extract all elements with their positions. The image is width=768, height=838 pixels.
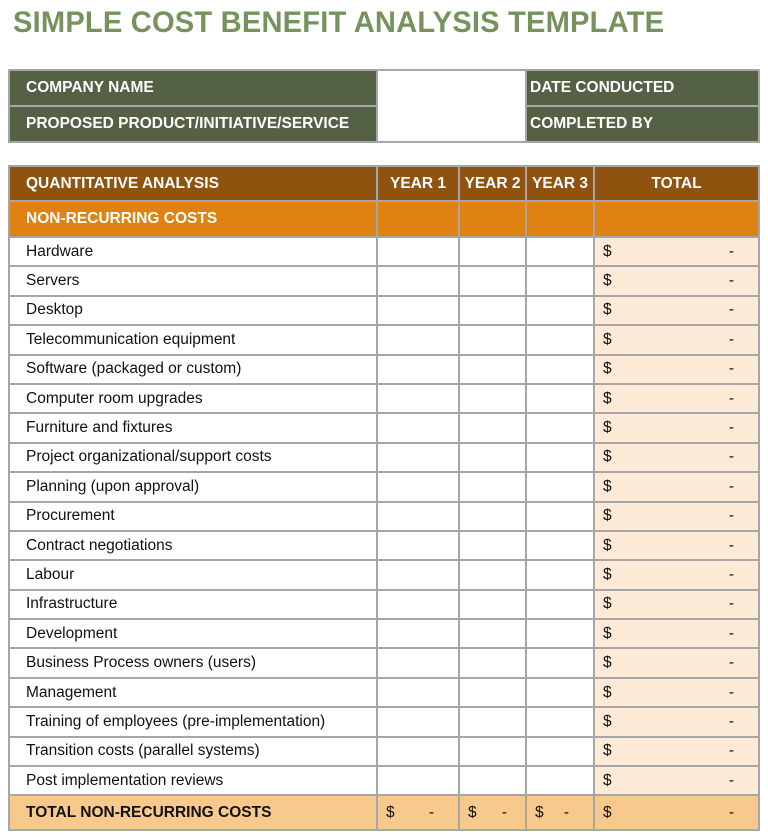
currency-symbol: $ bbox=[603, 360, 612, 378]
year-3-input[interactable] bbox=[526, 502, 594, 531]
company-name-label: COMPANY NAME bbox=[9, 70, 377, 106]
currency-symbol: $ bbox=[603, 389, 612, 407]
total-value: - bbox=[501, 803, 507, 821]
year-1-input[interactable] bbox=[377, 355, 459, 384]
year-2-input[interactable] bbox=[459, 619, 526, 648]
year-3-input[interactable] bbox=[526, 619, 594, 648]
year-2-input[interactable] bbox=[459, 648, 526, 677]
table-row bbox=[9, 355, 759, 384]
row-label: Furniture and fixtures bbox=[9, 413, 377, 442]
section-cell bbox=[594, 201, 759, 237]
cost-table bbox=[8, 165, 760, 831]
year-2-input[interactable] bbox=[459, 413, 526, 442]
table-row bbox=[9, 531, 759, 560]
total-value: - bbox=[728, 330, 734, 348]
row-total bbox=[594, 619, 759, 648]
total-value: - bbox=[728, 742, 734, 760]
row-label: Infrastructure bbox=[9, 590, 377, 619]
row-label: Management bbox=[9, 678, 377, 707]
total-year-2 bbox=[459, 795, 526, 830]
year-1-input[interactable] bbox=[377, 266, 459, 295]
year-3-input[interactable] bbox=[526, 678, 594, 707]
currency-symbol: $ bbox=[603, 301, 612, 319]
table-row bbox=[9, 707, 759, 736]
row-label: Hardware bbox=[9, 237, 377, 266]
header-year-2: YEAR 2 bbox=[459, 166, 526, 201]
year-1-input[interactable] bbox=[377, 678, 459, 707]
header-quantitative-analysis: QUANTITATIVE ANALYSIS bbox=[9, 166, 377, 201]
year-2-input[interactable] bbox=[459, 266, 526, 295]
table-row bbox=[9, 472, 759, 501]
year-3-input[interactable] bbox=[526, 560, 594, 589]
year-3-input[interactable] bbox=[526, 237, 594, 266]
row-total bbox=[594, 590, 759, 619]
currency-symbol: $ bbox=[603, 771, 612, 789]
currency-symbol: $ bbox=[603, 742, 612, 760]
date-conducted-label: DATE CONDUCTED bbox=[526, 70, 759, 106]
table-row bbox=[9, 560, 759, 589]
currency-symbol: $ bbox=[535, 803, 544, 821]
row-total bbox=[594, 737, 759, 766]
row-total bbox=[594, 648, 759, 677]
total-value: - bbox=[728, 419, 734, 437]
table-row bbox=[9, 443, 759, 472]
table-row bbox=[9, 619, 759, 648]
table-row bbox=[9, 237, 759, 266]
total-value: - bbox=[728, 242, 734, 260]
table-row bbox=[9, 266, 759, 295]
currency-symbol: $ bbox=[603, 624, 612, 642]
currency-symbol: $ bbox=[603, 565, 612, 583]
row-label: Transition costs (parallel systems) bbox=[9, 737, 377, 766]
table-row bbox=[9, 413, 759, 442]
row-label: Post implementation reviews bbox=[9, 766, 377, 795]
total-value: - bbox=[563, 803, 569, 821]
total-value: - bbox=[728, 712, 734, 730]
row-total bbox=[594, 502, 759, 531]
total-value: - bbox=[728, 536, 734, 554]
currency-symbol: $ bbox=[603, 683, 612, 701]
year-3-input[interactable] bbox=[526, 443, 594, 472]
currency-symbol: $ bbox=[603, 507, 612, 525]
total-value: - bbox=[728, 477, 734, 495]
year-3-input[interactable] bbox=[526, 531, 594, 560]
year-1-input[interactable] bbox=[377, 296, 459, 325]
header-year-1: YEAR 1 bbox=[377, 166, 459, 201]
row-total bbox=[594, 325, 759, 354]
year-3-input[interactable] bbox=[526, 384, 594, 413]
year-3-input[interactable] bbox=[526, 472, 594, 501]
currency-symbol: $ bbox=[603, 242, 612, 260]
row-total bbox=[594, 472, 759, 501]
year-3-input[interactable] bbox=[526, 648, 594, 677]
row-total bbox=[594, 560, 759, 589]
row-label: Procurement bbox=[9, 502, 377, 531]
currency-symbol: $ bbox=[603, 536, 612, 554]
row-total bbox=[594, 266, 759, 295]
row-label: Project organizational/support costs bbox=[9, 443, 377, 472]
year-1-input[interactable] bbox=[377, 502, 459, 531]
row-total bbox=[594, 296, 759, 325]
year-1-input[interactable] bbox=[377, 384, 459, 413]
section-row bbox=[9, 201, 759, 237]
currency-symbol: $ bbox=[603, 712, 612, 730]
total-value: - bbox=[428, 803, 434, 821]
row-total bbox=[594, 413, 759, 442]
row-label: Desktop bbox=[9, 296, 377, 325]
total-value: - bbox=[728, 301, 734, 319]
year-2-input[interactable] bbox=[459, 737, 526, 766]
year-1-input[interactable] bbox=[377, 737, 459, 766]
year-1-input[interactable] bbox=[377, 413, 459, 442]
company-info-input[interactable] bbox=[377, 70, 526, 142]
year-2-input[interactable] bbox=[459, 560, 526, 589]
year-2-input[interactable] bbox=[459, 531, 526, 560]
table-row bbox=[9, 590, 759, 619]
year-1-input[interactable] bbox=[377, 766, 459, 795]
year-2-input[interactable] bbox=[459, 443, 526, 472]
total-value: - bbox=[728, 360, 734, 378]
year-1-input[interactable] bbox=[377, 707, 459, 736]
total-value: - bbox=[728, 654, 734, 672]
total-value: - bbox=[728, 448, 734, 466]
year-3-input[interactable] bbox=[526, 355, 594, 384]
year-1-input[interactable] bbox=[377, 472, 459, 501]
currency-symbol: $ bbox=[603, 595, 612, 613]
total-row bbox=[9, 795, 759, 830]
table-row bbox=[9, 384, 759, 413]
currency-symbol: $ bbox=[603, 330, 612, 348]
year-1-input[interactable] bbox=[377, 325, 459, 354]
year-2-input[interactable] bbox=[459, 237, 526, 266]
row-label: Servers bbox=[9, 266, 377, 295]
currency-symbol: $ bbox=[603, 419, 612, 437]
year-1-input[interactable] bbox=[377, 648, 459, 677]
table-row bbox=[9, 502, 759, 531]
completed-by-label: COMPLETED BY bbox=[526, 106, 759, 142]
currency-symbol: $ bbox=[603, 477, 612, 495]
currency-symbol: $ bbox=[603, 448, 612, 466]
row-label: Business Process owners (users) bbox=[9, 648, 377, 677]
year-2-input[interactable] bbox=[459, 502, 526, 531]
row-label: Telecommunication equipment bbox=[9, 325, 377, 354]
year-2-input[interactable] bbox=[459, 325, 526, 354]
table-row bbox=[9, 648, 759, 677]
currency-symbol: $ bbox=[603, 654, 612, 672]
year-2-input[interactable] bbox=[459, 590, 526, 619]
year-2-input[interactable] bbox=[459, 766, 526, 795]
year-1-input[interactable] bbox=[377, 619, 459, 648]
year-3-input[interactable] bbox=[526, 296, 594, 325]
row-total bbox=[594, 766, 759, 795]
section-cell bbox=[459, 201, 526, 237]
year-1-input[interactable] bbox=[377, 560, 459, 589]
year-1-input[interactable] bbox=[377, 531, 459, 560]
table-row bbox=[9, 325, 759, 354]
total-value: - bbox=[728, 683, 734, 701]
row-total bbox=[594, 678, 759, 707]
year-2-input[interactable] bbox=[459, 472, 526, 501]
total-grand bbox=[594, 795, 759, 830]
table-row bbox=[9, 766, 759, 795]
total-label: TOTAL NON-RECURRING COSTS bbox=[9, 795, 377, 830]
currency-symbol: $ bbox=[386, 803, 395, 821]
total-value: - bbox=[728, 507, 734, 525]
row-label: Development bbox=[9, 619, 377, 648]
year-3-input[interactable] bbox=[526, 325, 594, 354]
row-label: Training of employees (pre-implementation) bbox=[9, 707, 377, 736]
total-value: - bbox=[728, 624, 734, 642]
year-2-input[interactable] bbox=[459, 707, 526, 736]
header-year-3: YEAR 3 bbox=[526, 166, 594, 201]
proposed-product-label: PROPOSED PRODUCT/INITIATIVE/SERVICE bbox=[9, 106, 377, 142]
year-1-input[interactable] bbox=[377, 590, 459, 619]
table-row bbox=[9, 296, 759, 325]
year-3-input[interactable] bbox=[526, 707, 594, 736]
currency-symbol: $ bbox=[603, 803, 612, 821]
year-2-input[interactable] bbox=[459, 384, 526, 413]
table-header-row bbox=[9, 166, 759, 201]
row-label: Labour bbox=[9, 560, 377, 589]
year-2-input[interactable] bbox=[459, 355, 526, 384]
year-3-input[interactable] bbox=[526, 766, 594, 795]
section-cell bbox=[526, 201, 594, 237]
table-row bbox=[9, 737, 759, 766]
row-label: Planning (upon approval) bbox=[9, 472, 377, 501]
currency-symbol: $ bbox=[468, 803, 477, 821]
total-value: - bbox=[728, 595, 734, 613]
row-label: Contract negotiations bbox=[9, 531, 377, 560]
year-3-input[interactable] bbox=[526, 590, 594, 619]
total-value: - bbox=[728, 803, 734, 821]
total-year-3 bbox=[526, 795, 594, 830]
info-table bbox=[8, 69, 760, 143]
currency-symbol: $ bbox=[603, 272, 612, 290]
row-total bbox=[594, 384, 759, 413]
total-value: - bbox=[728, 272, 734, 290]
total-value: - bbox=[728, 389, 734, 407]
row-total bbox=[594, 707, 759, 736]
year-2-input[interactable] bbox=[459, 678, 526, 707]
row-total bbox=[594, 531, 759, 560]
total-value: - bbox=[728, 771, 734, 789]
year-1-input[interactable] bbox=[377, 237, 459, 266]
year-2-input[interactable] bbox=[459, 296, 526, 325]
row-label: Computer room upgrades bbox=[9, 384, 377, 413]
row-total bbox=[594, 355, 759, 384]
section-cell bbox=[377, 201, 459, 237]
year-3-input[interactable] bbox=[526, 266, 594, 295]
row-total bbox=[594, 443, 759, 472]
total-year-1 bbox=[377, 795, 459, 830]
year-1-input[interactable] bbox=[377, 443, 459, 472]
row-label: Software (packaged or custom) bbox=[9, 355, 377, 384]
header-total: TOTAL bbox=[594, 166, 759, 201]
year-3-input[interactable] bbox=[526, 737, 594, 766]
page-title: SIMPLE COST BENEFIT ANALYSIS TEMPLATE bbox=[13, 6, 665, 39]
section-non-recurring-costs: NON-RECURRING COSTS bbox=[9, 201, 377, 237]
table-row bbox=[9, 678, 759, 707]
row-total bbox=[594, 237, 759, 266]
year-3-input[interactable] bbox=[526, 413, 594, 442]
total-value: - bbox=[728, 565, 734, 583]
